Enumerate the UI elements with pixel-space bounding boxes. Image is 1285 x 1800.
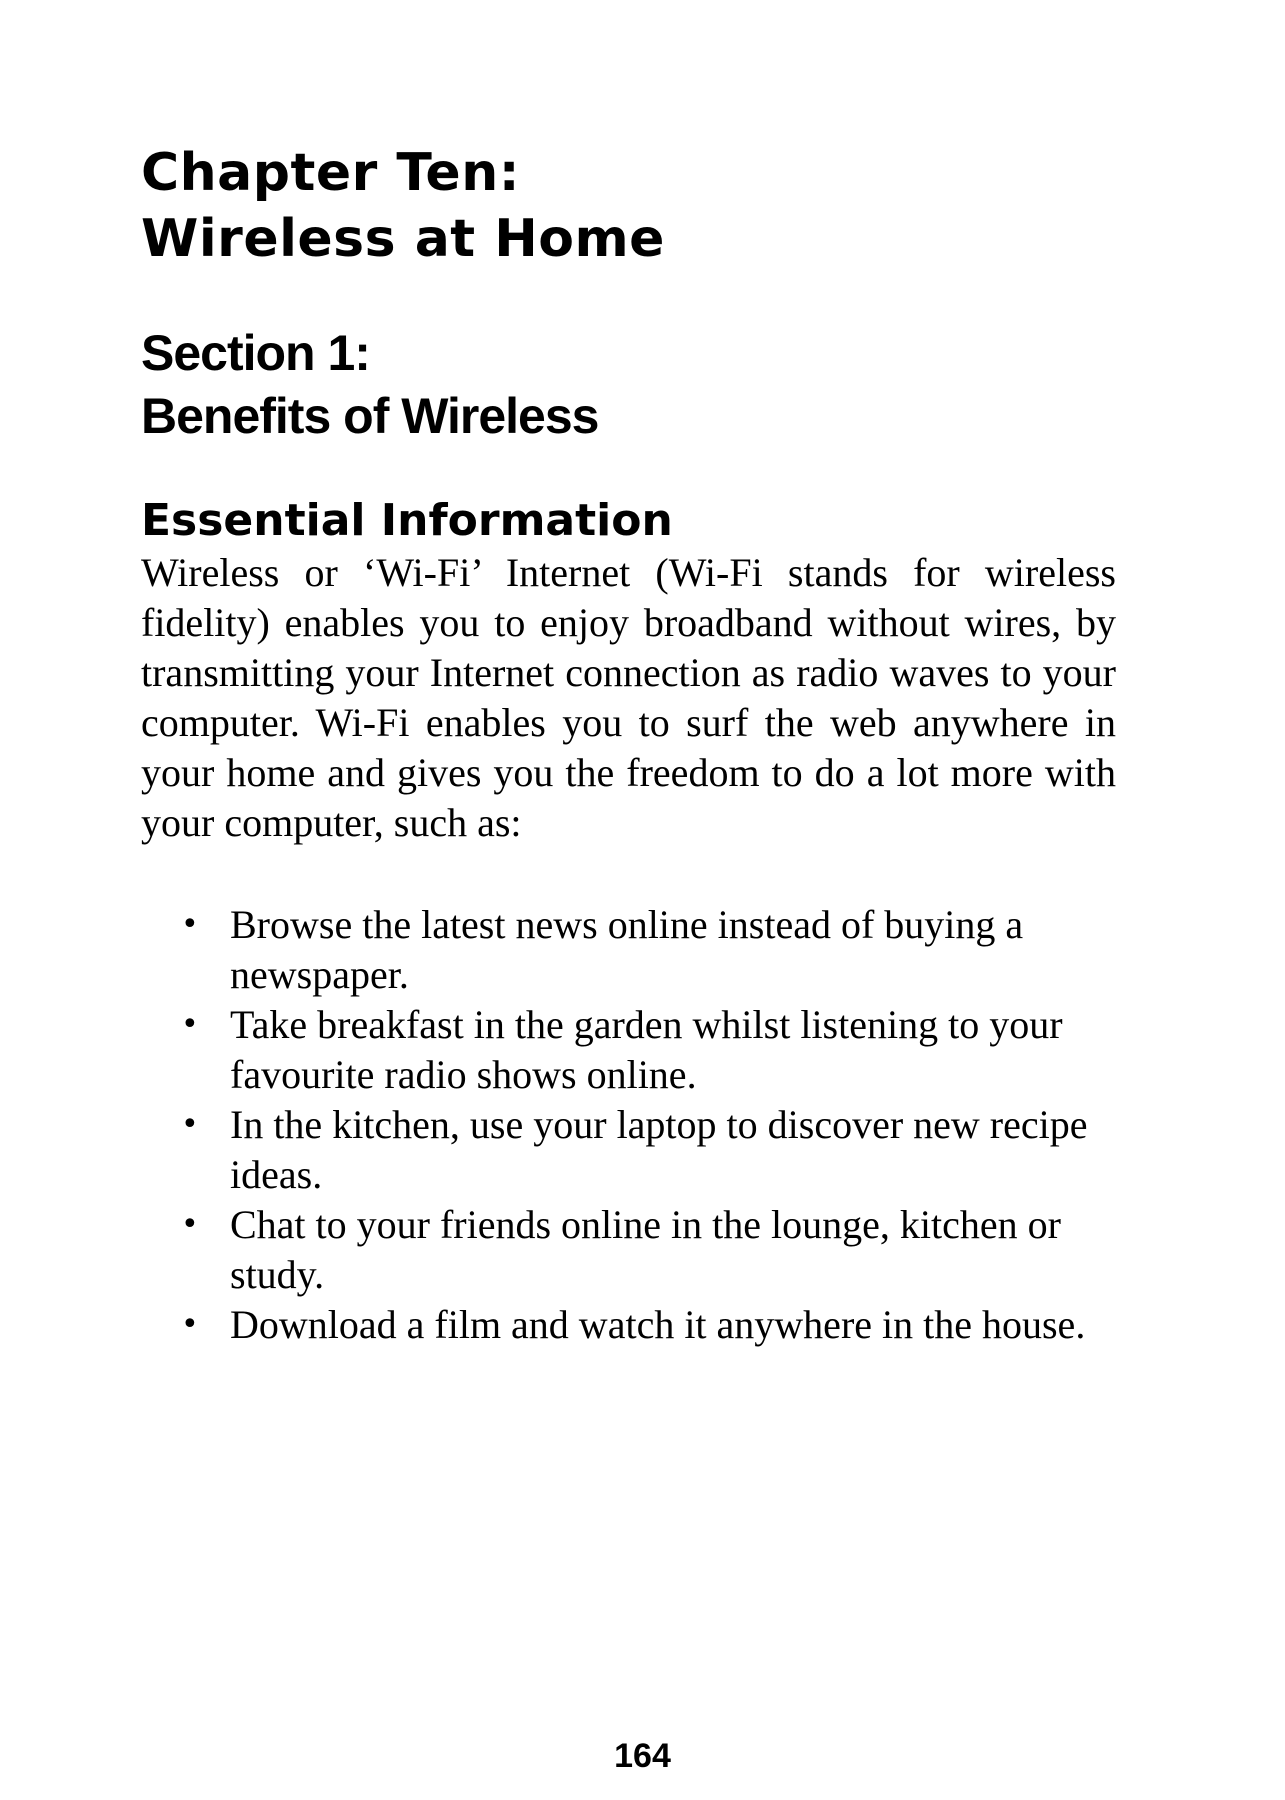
bullet-icon: •	[181, 1007, 199, 1042]
page-number: 164	[614, 1737, 671, 1775]
list-item-text: In the kitchen, use your laptop to discover new recipe ideas.	[230, 1102, 1088, 1197]
bullet-icon: •	[181, 907, 199, 942]
bullet-icon: •	[181, 1207, 199, 1242]
list-item	[141, 900, 1116, 1000]
list-item-text: Take breakfast in the garden whilst listening to your favourite radio shows online.	[230, 1002, 1063, 1097]
list-item-text: Browse the latest news online instead of buying a newspaper.	[230, 902, 1024, 997]
list-item	[141, 1300, 1116, 1350]
bullet-icon: •	[181, 1307, 199, 1342]
benefits-list	[141, 900, 1116, 1350]
page-content	[141, 140, 1116, 1350]
list-item	[141, 1200, 1116, 1300]
essential-information-heading: Essential Information	[141, 495, 673, 546]
list-item	[141, 1100, 1116, 1200]
section-title-line-1: Section 1:	[141, 325, 370, 381]
bullet-icon: •	[181, 1107, 199, 1142]
section-title	[141, 322, 1116, 448]
list-item-text: Download a film and watch it anywhere in the house.	[230, 1302, 1086, 1347]
chapter-title	[141, 140, 1116, 272]
list-item	[141, 1000, 1116, 1100]
chapter-title-line-2: Wireless at Home	[141, 209, 665, 269]
chapter-title-line-1: Chapter Ten:	[141, 143, 521, 203]
list-item-text: Chat to your friends online in the lounge, kitchen or study.	[230, 1202, 1061, 1297]
section-title-line-2: Benefits of Wireless	[141, 388, 599, 444]
intro-paragraph: Wireless or ‘Wi-Fi’ Internet (Wi-Fi stands for wireless fidelity) enables you to enjoy broadband without wires, by transmitting your Internet connection as radio waves to your computer. Wi-Fi enables you to surf the web anywhere in your home and gives you the freedom to do a lot more with your computer, such as:	[141, 550, 1116, 845]
